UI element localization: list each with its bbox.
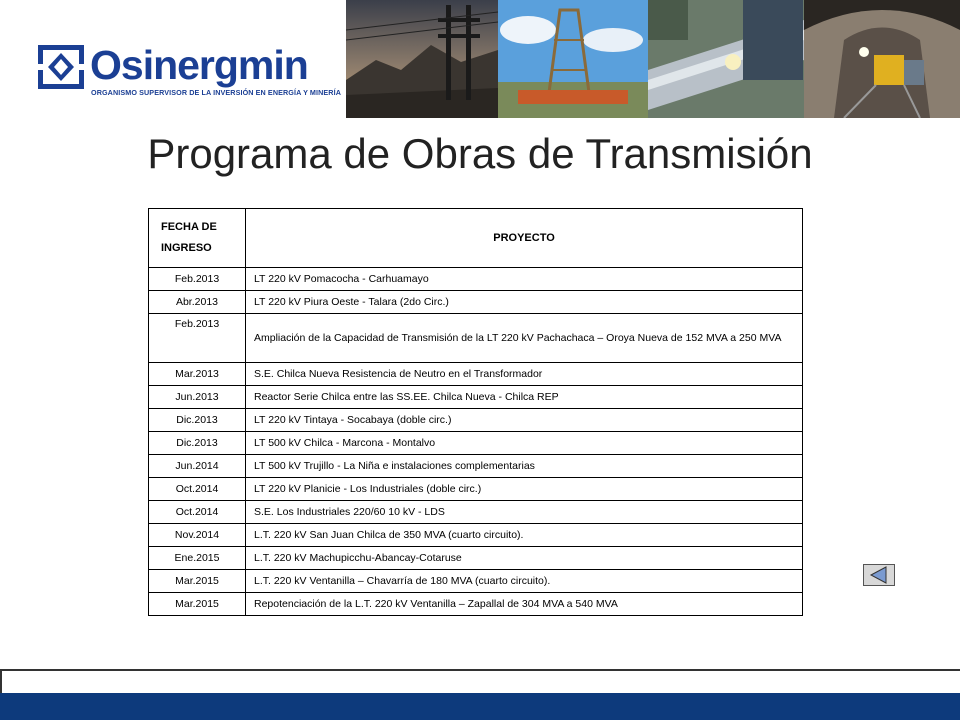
footer-gap: [0, 671, 960, 693]
logo-emblem-icon: [38, 45, 84, 89]
back-button[interactable]: [863, 564, 895, 586]
row-project: S.E. Los Industriales 220/60 10 kV - LDS: [246, 501, 803, 524]
brand-subtitle: ORGANISMO SUPERVISOR DE LA INVERSIÓN EN ENERGÍA Y MINERÍA: [91, 88, 341, 97]
row-project: LT 220 kV Pomacocha - Carhuamayo: [246, 268, 803, 291]
drilling-rig-photo: [498, 0, 648, 118]
osinergmin-logo: [38, 42, 341, 102]
row-project: LT 500 kV Chilca - Marcona - Montalvo: [246, 432, 803, 455]
project-column-header: PROYECTO: [246, 209, 803, 268]
pipeline-welding-photo: [648, 0, 804, 118]
date-header-line2: INGRESO: [161, 242, 212, 254]
table-row: [149, 268, 803, 291]
table-row: [149, 432, 803, 455]
row-project: Reactor Serie Chilca entre las SS.EE. Chilca Nueva - Chilca REP: [246, 386, 803, 409]
row-project: L.T. 220 kV Ventanilla – Chavarría de 180 MVA (cuarto circuito).: [246, 570, 803, 593]
table-row: [149, 314, 803, 363]
triangle-left-icon: [864, 565, 894, 585]
row-date: Dic.2013: [149, 409, 246, 432]
power-line-photo: [346, 0, 498, 118]
row-date: Dic.2013: [149, 432, 246, 455]
table-row: [149, 501, 803, 524]
date-column-header: [149, 209, 246, 268]
row-project: LT 220 kV Planicie - Los Industriales (doble circ.): [246, 478, 803, 501]
row-project: LT 220 kV Tintaya - Socabaya (doble circ.): [246, 409, 803, 432]
table-row: [149, 363, 803, 386]
page-title: Programa de Obras de Transmisión: [147, 130, 813, 177]
row-date: Abr.2013: [149, 291, 246, 314]
table-row: [149, 547, 803, 570]
row-date: Feb.2013: [149, 314, 246, 363]
table-row: [149, 291, 803, 314]
table-row: [149, 524, 803, 547]
row-date: Oct.2014: [149, 501, 246, 524]
row-project: Repotenciación de la L.T. 220 kV Ventanilla – Zapallal de 304 MVA a 540 MVA: [246, 593, 803, 616]
table-row: [149, 455, 803, 478]
row-date: Jun.2013: [149, 386, 246, 409]
row-project: L.T. 220 kV San Juan Chilca de 350 MVA (cuarto circuito).: [246, 524, 803, 547]
table-header-row: [149, 209, 803, 268]
table-row: [149, 478, 803, 501]
table-row: [149, 570, 803, 593]
header-photo-strip: [346, 0, 960, 118]
brand-name: Osinergmin: [90, 42, 308, 88]
row-date: Mar.2015: [149, 570, 246, 593]
row-project: L.T. 220 kV Machupicchu-Abancay-Cotaruse: [246, 547, 803, 570]
date-header-line1: FECHA DE: [161, 221, 217, 233]
row-date: Nov.2014: [149, 524, 246, 547]
row-project: LT 500 kV Trujillo - La Niña e instalaciones complementarias: [246, 455, 803, 478]
table-row: [149, 386, 803, 409]
transmission-works-table: [148, 208, 803, 616]
row-project: Ampliación de la Capacidad de Transmisión de la LT 220 kV Pachachaca – Oroya Nueva de 152 MVA a 250 MVA: [246, 314, 803, 363]
table-row: [149, 593, 803, 616]
mine-tunnel-photo: [804, 0, 960, 118]
footer-bar: [0, 693, 960, 720]
row-date: Ene.2015: [149, 547, 246, 570]
row-project: LT 220 kV Piura Oeste - Talara (2do Circ.): [246, 291, 803, 314]
row-date: Jun.2014: [149, 455, 246, 478]
row-date: Mar.2015: [149, 593, 246, 616]
table-row: [149, 409, 803, 432]
row-date: Oct.2014: [149, 478, 246, 501]
row-date: Feb.2013: [149, 268, 246, 291]
row-project: S.E. Chilca Nueva Resistencia de Neutro en el Transformador: [246, 363, 803, 386]
row-date: Mar.2013: [149, 363, 246, 386]
